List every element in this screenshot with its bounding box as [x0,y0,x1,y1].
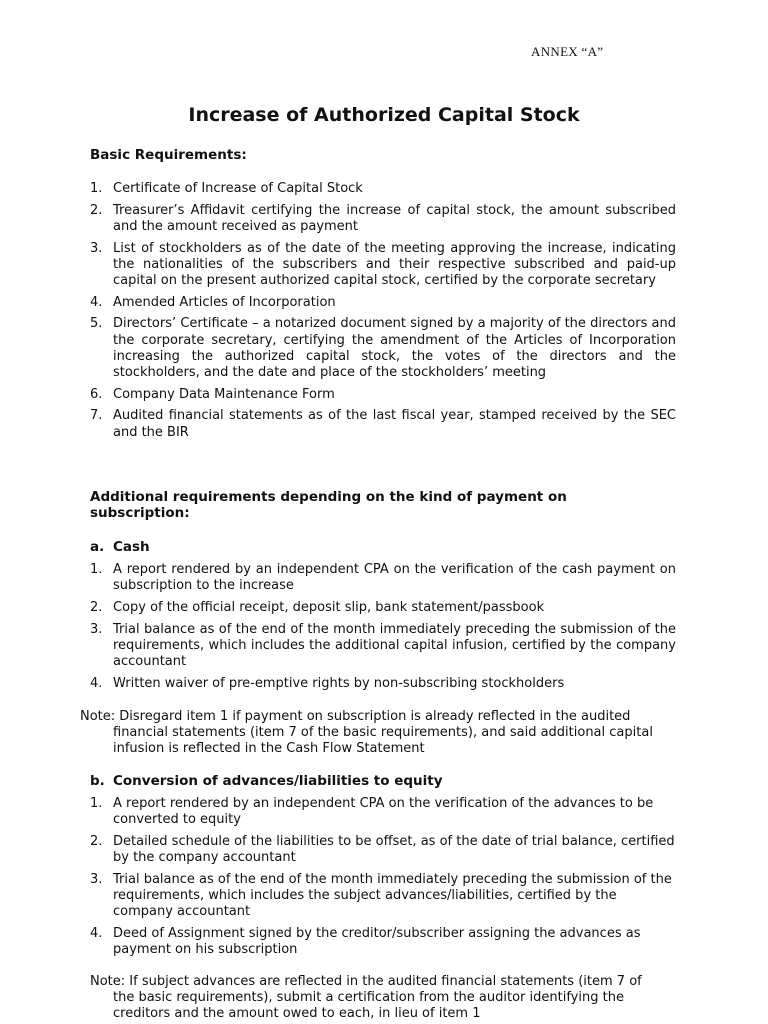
conversion-subheading [90,773,443,789]
list-item: 4. Written waiver of pre-emptive rights by non-subscribing stockholders [90,675,565,691]
subheading-letter: b. [90,773,105,789]
basic-requirements-heading: Basic Requirements: [90,147,247,163]
cash-requirements-list [90,562,676,697]
annex-label: ANNEX “A” [531,44,604,59]
list-item: 3. List of stockholders as of the date of the meeting approving the increase, indicating the nationalities of the subscribers and their respective subscribed and paid-up capital on the present authorized capital stock, certified by the corporate secretary [90,240,676,289]
list-item: 2. Treasurer’s Affidavit certifying the increase of capital stock, the amount subscribed and the amount received as payment [90,202,676,234]
list-item: 3. Trial balance as of the end of the month immediately preceding the submission of the requirements, which includes the subject advances/liabilities, certified by the company accountant [90,871,672,920]
subheading-label: Cash [113,539,150,555]
list-item: 2. Detailed schedule of the liabilities to be offset, as of the date of trial balance, certified by the company accountant [90,833,675,866]
list-item: 1. A report rendered by an independent CPA on the verification of the advances to be converted to equity [90,796,654,828]
cash-subheading [90,539,150,555]
list-item: 1. A report rendered by an independent CPA on the verification of the cash payment on subscription to the increase [90,562,676,594]
cash-note: Note: Disregard item 1 if payment on subscription is already reflected in the audited financial statements (item 7 of the basic requirements), and said additional capital infusion is reflected in the Cash Flow Statement [80,709,653,756]
conversion-note: Note: If subject advances are reflected in the audited financial statements (item 7 of the basic requirements), submit a certification from the auditor identifying the creditors and the amount owed to each, in lieu of item 1 [90,974,642,1021]
page-title: Increase of Authorized Capital Stock [188,104,580,126]
list-item: 7. Audited financial statements as of the last fiscal year, stamped received by the SEC and the BIR [90,408,676,440]
list-item: 1. Certificate of Increase of Capital Stock [90,181,363,196]
list-item: 5. Directors’ Certificate – a notarized document signed by a majority of the directors and the corporate secretary, certifying the amendment of the Articles of Incorporation increasing the authorized capital stock, the votes of the directors and the stockholders, and the date and place of the stockholders’ meeting [90,316,676,381]
list-item: 4. Deed of Assignment signed by the creditor/subscriber assigning the advances as payment on his subscription [90,925,641,958]
additional-requirements-heading: Additional requirements depending on the kind of payment on subscription: [90,489,567,521]
list-item: 2. Copy of the official receipt, deposit slip, bank statement/passbook [90,599,545,615]
list-item: 6. Company Data Maintenance Form [90,386,335,402]
subheading-letter: a. [90,539,105,555]
conversion-requirements-list [90,796,676,964]
list-item: 4. Amended Articles of Incorporation [90,294,336,310]
subheading-label: Conversion of advances/liabilities to equity [113,773,443,789]
list-item: 3. Trial balance as of the end of the month immediately preceding the submission of the requirements, which includes the additional capital infusion, certified by the company accountant [90,621,676,670]
basic-requirements-list [90,181,676,446]
